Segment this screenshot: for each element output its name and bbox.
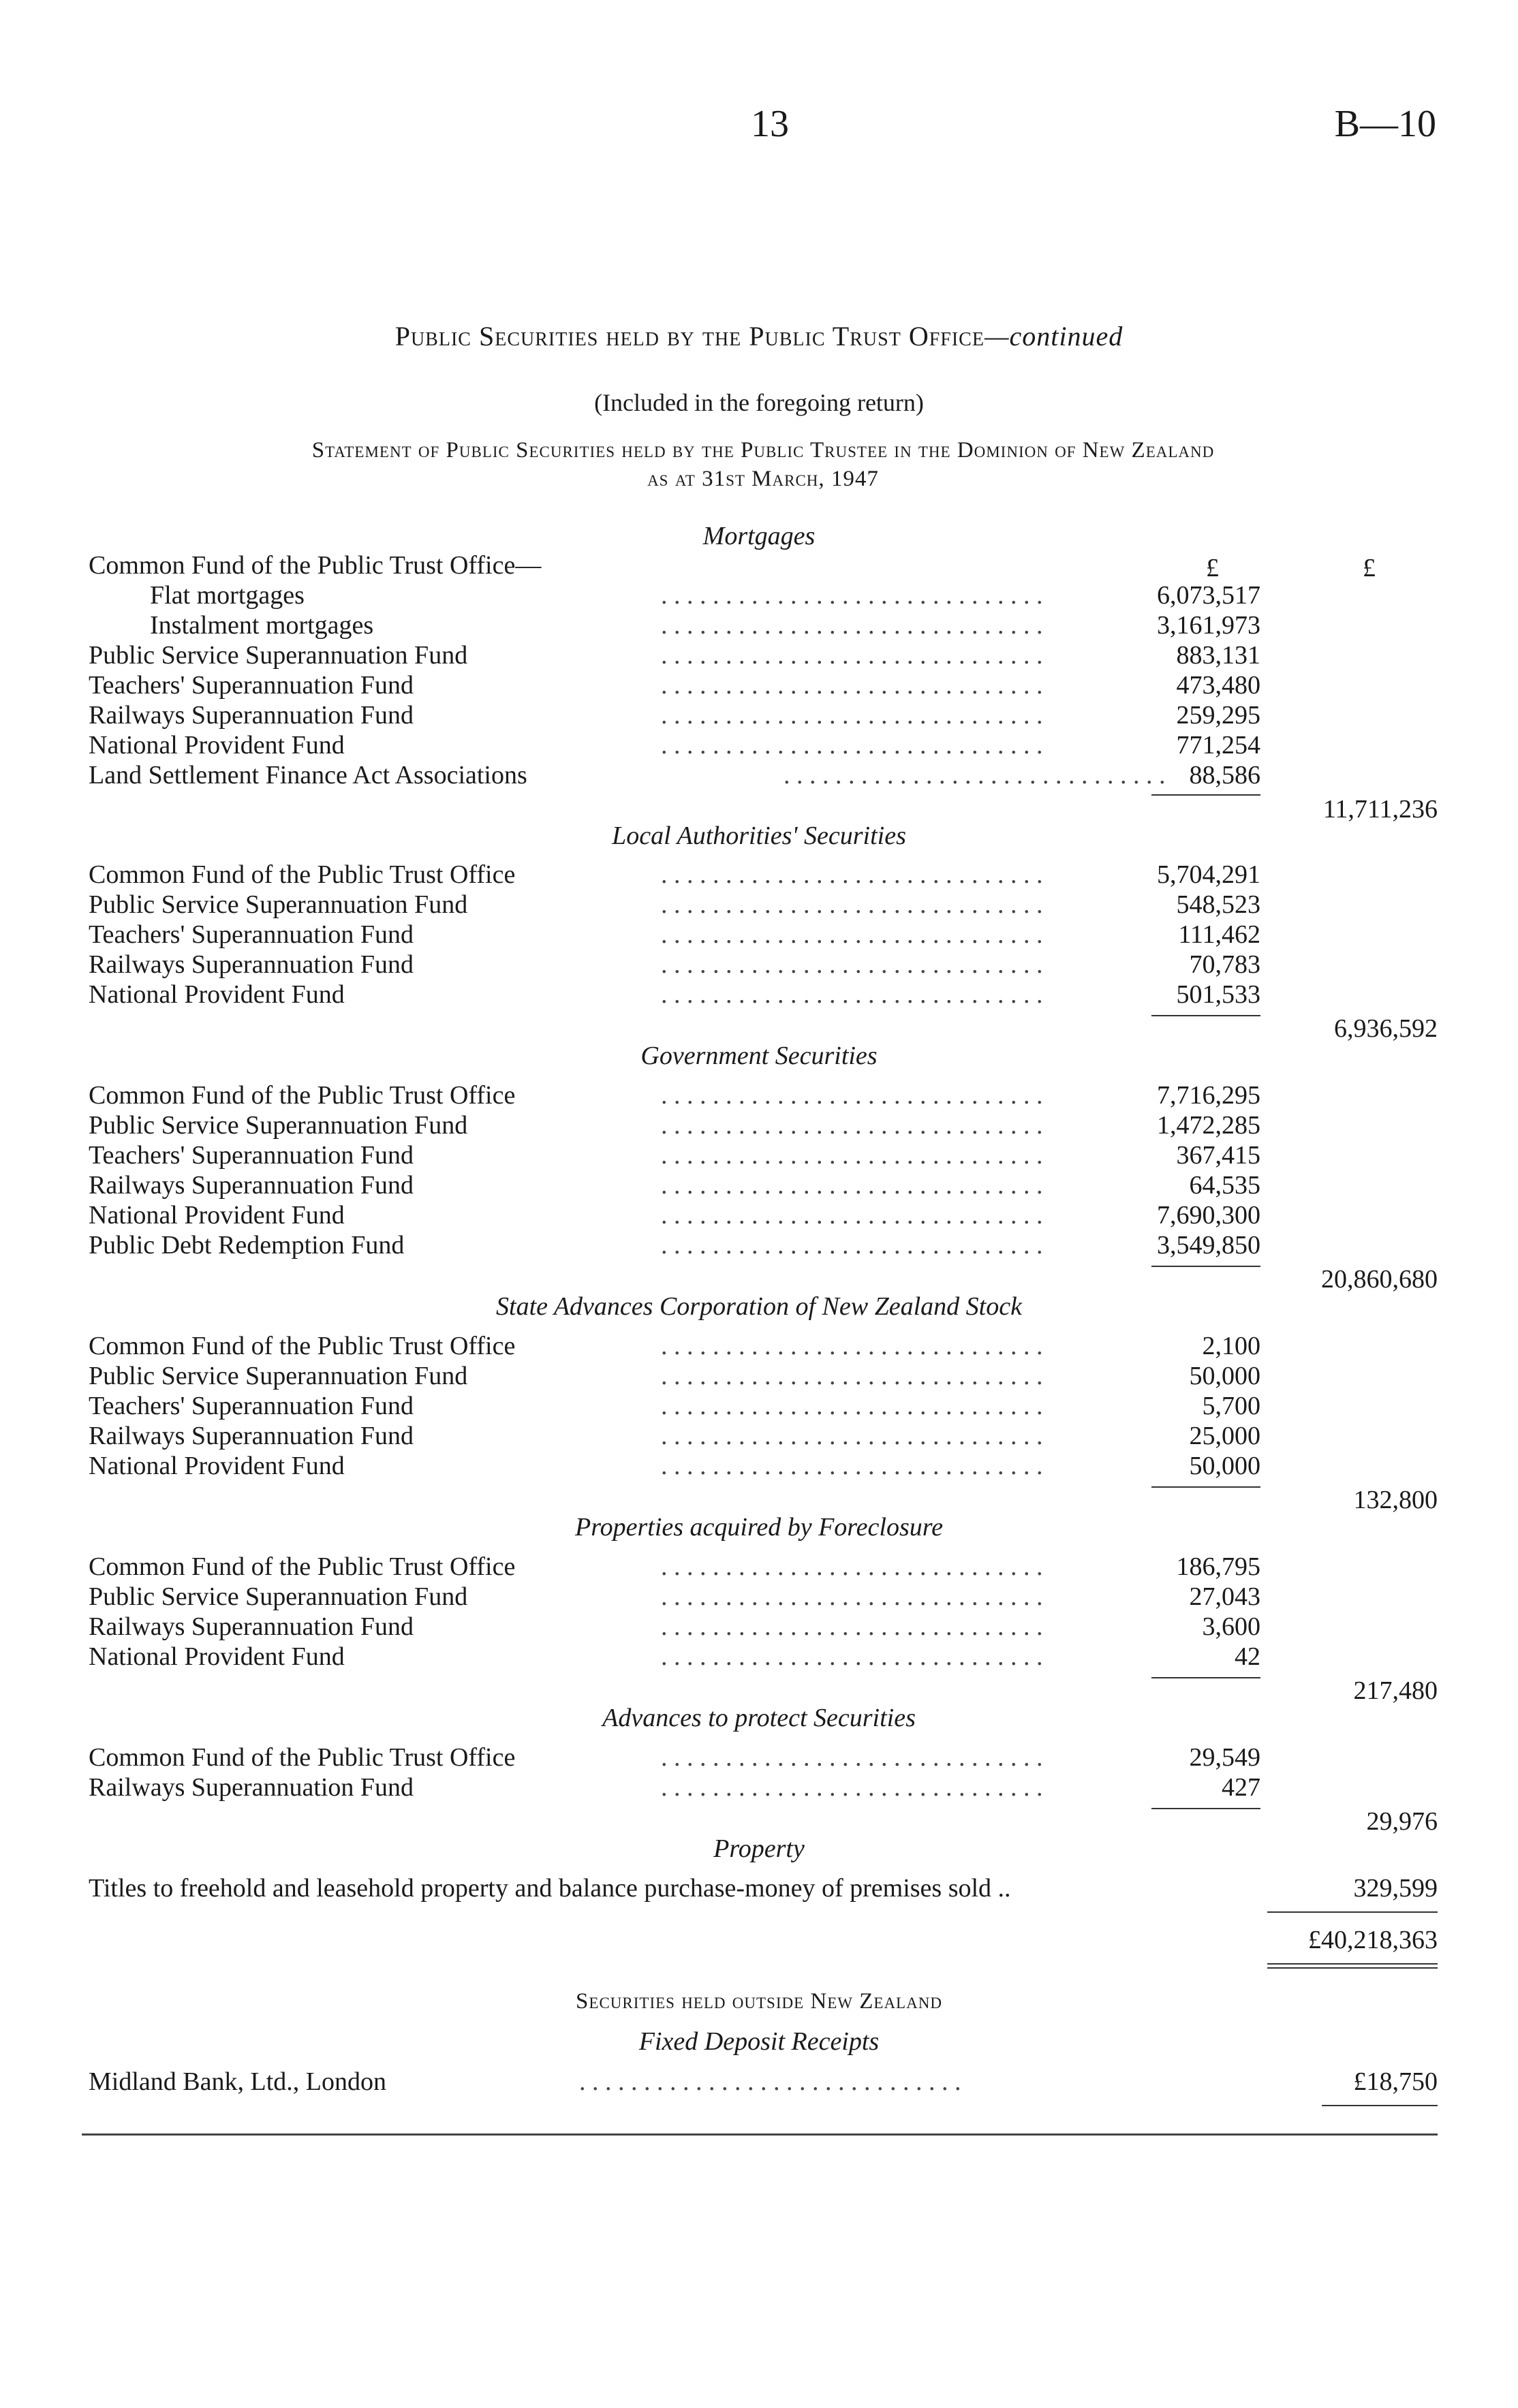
page-end-rule	[82, 2133, 1438, 2136]
row-label: Common Fund of the Public Trust Office	[89, 1081, 516, 1110]
row-value: 3,549,850	[1157, 1231, 1260, 1260]
row-value: 7,716,295	[1157, 1081, 1260, 1110]
dot-leader: . . . . . . . . . . . . . . . . . . . . . . . . . . . . . .	[784, 761, 1166, 789]
table-row	[89, 1552, 1260, 1582]
dot-leader: . . . . . . . . . . . . . . . . . . . . . . . . . . . . . .	[661, 1081, 1043, 1110]
row-label: Teachers' Superannuation Fund	[89, 1141, 414, 1170]
table-row	[89, 1230, 1260, 1260]
dot-leader: . . . . . . . . . . . . . . . . . . . . . . . . . . . . . .	[661, 980, 1043, 1009]
row-label: Titles to freehold and leasehold property and balance purchase-money of premises sold ..	[89, 1874, 1011, 1903]
table-row	[89, 1742, 1260, 1772]
row-value: 50,000	[1189, 1362, 1260, 1390]
subtitle: (Included in the foregoing return)	[594, 389, 924, 416]
row-value: 42	[1235, 1642, 1260, 1671]
table-row	[89, 700, 1260, 730]
section-total: 6,936,592	[1334, 1014, 1438, 1043]
section-total: 217,480	[1353, 1676, 1438, 1705]
row-value: 3,161,973	[1157, 611, 1260, 640]
table-row	[89, 730, 1260, 760]
dot-leader: . . . . . . . . . . . . . . . . . . . . . . . . . . . . . .	[661, 1582, 1043, 1611]
dot-leader: . . . . . . . . . . . . . . . . . . . . . . . . . . . . . .	[661, 611, 1043, 640]
section-total: 11,711,236	[1322, 795, 1438, 824]
subtotal-rule	[1151, 1015, 1260, 1016]
section-heading-fixed-deposit: Fixed Deposit Receipts	[638, 2027, 880, 2056]
row-value: 3,600	[1202, 1612, 1260, 1641]
row-label: Railways Superannuation Fund	[89, 1773, 414, 1802]
row-value: 259,295	[1176, 701, 1260, 730]
dot-leader: . . . . . . . . . . . . . . . . . . . . . . . . . . . . . .	[661, 581, 1043, 610]
row-value: 64,535	[1189, 1171, 1260, 1200]
statement-line-1: Statement of Public Securities held by the Public Trustee in the Dominion of New Zealand	[311, 438, 1215, 463]
dot-leader: . . . . . . . . . . . . . . . . . . . . . . . . . . . . . .	[661, 671, 1043, 700]
table-row	[89, 1612, 1260, 1642]
row-label: Common Fund of the Public Trust Office—	[89, 551, 542, 580]
subtotal-rule	[1151, 794, 1260, 796]
row-value: 501,533	[1176, 980, 1260, 1009]
table-row	[89, 1140, 1260, 1170]
dot-leader: . . . . . . . . . . . . . . . . . . . . . . . . . . . . . .	[661, 1141, 1043, 1170]
row-value: 27,043	[1189, 1582, 1260, 1611]
table-row	[89, 1451, 1260, 1481]
statement-heading	[82, 436, 1444, 493]
dot-leader: . . . . . . . . . . . . . . . . . . . . . . . . . . . . . .	[661, 1231, 1043, 1260]
row-value: 70,783	[1189, 950, 1260, 979]
dot-leader: . . . . . . . . . . . . . . . . . . . . . . . . . . . . . .	[661, 1642, 1043, 1671]
row-value: 88,586	[1189, 761, 1260, 789]
section-heading-local-authorities: Local Authorities' Securities	[612, 822, 906, 850]
grand-total: £40,218,363	[1308, 1926, 1438, 1954]
row-label: Public Service Superannuation Fund	[89, 1111, 468, 1140]
row-label: Teachers' Superannuation Fund	[89, 671, 414, 700]
row-label: Common Fund of the Public Trust Office	[89, 1332, 516, 1360]
page-title	[0, 320, 1518, 352]
dot-leader: . . . . . . . . . . . . . . . . . . . . . . . . . . . . . .	[661, 1392, 1043, 1420]
row-label: Railways Superannuation Fund	[89, 1612, 414, 1641]
table-row	[89, 580, 1260, 610]
dot-leader: . . . . . . . . . . . . . . . . . . . . . . . . . . . . . .	[661, 731, 1043, 760]
table-row	[89, 1421, 1260, 1451]
row-label: Teachers' Superannuation Fund	[89, 1392, 414, 1420]
table-row	[89, 890, 1260, 920]
subtotal-rule	[1151, 1486, 1260, 1488]
row-value: 5,700	[1202, 1392, 1260, 1420]
row-value: 6,073,517	[1157, 581, 1260, 610]
row-label: Land Settlement Finance Act Associations	[89, 761, 527, 789]
currency-header-total: £	[1363, 554, 1376, 582]
row-label: Railways Superannuation Fund	[89, 950, 414, 979]
table-row	[89, 980, 1260, 1010]
dot-leader: . . . . . . . . . . . . . . . . . . . . . . . . . . . . . .	[661, 1201, 1043, 1230]
page-number: 13	[751, 103, 789, 145]
section-total: 20,860,680	[1321, 1265, 1438, 1294]
row-value: 5,704,291	[1157, 860, 1260, 889]
row-value: 186,795	[1176, 1552, 1260, 1581]
row-value: 548,523	[1176, 890, 1260, 919]
dot-leader: . . . . . . . . . . . . . . . . . . . . . . . . . . . . . .	[661, 1111, 1043, 1140]
currency-header-subtotal: £	[1206, 554, 1219, 582]
document-reference: B—10	[1334, 103, 1436, 145]
table-row	[89, 1582, 1260, 1612]
section-heading-mortgages: Mortgages	[702, 522, 816, 550]
table-row	[89, 1200, 1260, 1230]
row-value: 7,690,300	[1157, 1201, 1260, 1230]
table-row	[89, 1772, 1260, 1802]
section-heading-government: Government Securities	[640, 1042, 878, 1070]
dot-leader: . . . . . . . . . . . . . . . . . . . . . . . . . . . . . .	[661, 890, 1043, 919]
row-value: 473,480	[1176, 671, 1260, 700]
row-value: 427	[1222, 1773, 1260, 1802]
row-value: 1,472,285	[1157, 1111, 1260, 1140]
row-value: 883,131	[1176, 641, 1260, 670]
row-label: Public Debt Redemption Fund	[89, 1231, 405, 1260]
group-label-common-fund	[89, 550, 1260, 580]
section-heading-property: Property	[713, 1834, 805, 1863]
table-row	[89, 1110, 1260, 1140]
table-row	[89, 670, 1260, 700]
row-label: Common Fund of the Public Trust Office	[89, 1552, 516, 1581]
row-label: Public Service Superannuation Fund	[89, 1582, 468, 1611]
row-value: 771,254	[1176, 731, 1260, 760]
row-label: National Provident Fund	[89, 980, 345, 1009]
dot-leader: . . . . . . . . . . . . . . . . . . . . . . . . . . . . . .	[661, 1422, 1043, 1450]
row-value: £18,750	[1353, 2067, 1438, 2096]
row-value: 50,000	[1189, 1452, 1260, 1480]
row-value: 111,462	[1178, 920, 1260, 949]
row-value: 367,415	[1176, 1141, 1260, 1170]
row-label: Instalment mortgages	[150, 611, 374, 640]
outside-total-rule	[1322, 2105, 1438, 2106]
table-row	[89, 1170, 1260, 1200]
table-row	[89, 610, 1260, 640]
outside-section-title: Securities held outside New Zealand	[576, 1989, 942, 2014]
row-value: 329,599	[1353, 1874, 1438, 1903]
dot-leader: . . . . . . . . . . . . . . . . . . . . . . . . . . . . . .	[661, 641, 1043, 670]
subtotal-rule	[1151, 1808, 1260, 1809]
table-row	[89, 950, 1260, 980]
table-row	[89, 1080, 1260, 1110]
row-label: Railways Superannuation Fund	[89, 1422, 414, 1450]
row-label: Railways Superannuation Fund	[89, 701, 414, 730]
table-row	[89, 760, 1260, 790]
table-row	[89, 1642, 1260, 1672]
row-label: National Provident Fund	[89, 1642, 345, 1671]
table-row	[89, 860, 1260, 890]
title-main: Public Securities held by the Public Trust Office	[394, 321, 985, 351]
dot-leader: . . . . . . . . . . . . . . . . . . . . . . . . . . . . . .	[661, 701, 1043, 730]
row-label: National Provident Fund	[89, 731, 345, 760]
subtotal-rule	[1151, 1677, 1260, 1678]
table-row	[89, 640, 1260, 670]
subtotal-rule	[1151, 1266, 1260, 1267]
dot-leader: . . . . . . . . . . . . . . . . . . . . . . . . . . . . . .	[661, 1552, 1043, 1581]
grand-total-double-rule	[1267, 1967, 1438, 1969]
grand-total-double-rule	[1267, 1963, 1438, 1965]
row-value: 2,100	[1202, 1332, 1260, 1360]
dot-leader: . . . . . . . . . . . . . . . . . . . . . . . . . . . . . .	[661, 1362, 1043, 1390]
row-value: 25,000	[1189, 1422, 1260, 1450]
dot-leader: . . . . . . . . . . . . . . . . . . . . . . . . . . . . . .	[661, 920, 1043, 949]
section-heading-foreclosure: Properties acquired by Foreclosure	[575, 1513, 943, 1542]
row-label: Public Service Superannuation Fund	[89, 641, 468, 670]
dot-leader: . . . . . . . . . . . . . . . . . . . . . . . . . . . . . .	[661, 1332, 1043, 1360]
dot-leader: . . . . . . . . . . . . . . . . . . . . . . . . . . . . . .	[661, 860, 1043, 889]
dot-leader: . . . . . . . . . . . . . . . . . . . . . . . . . . . . . .	[661, 950, 1043, 979]
section-total: 132,800	[1353, 1486, 1438, 1514]
dot-leader: . . . . . . . . . . . . . . . . . . . . . . . . . . . . . .	[661, 1171, 1043, 1200]
section-total: 29,976	[1366, 1807, 1438, 1836]
row-label: National Provident Fund	[89, 1452, 345, 1480]
grand-total-rule	[1267, 1911, 1438, 1913]
dot-leader: . . . . . . . . . . . . . . . . . . . . . . . . . . . . . .	[579, 2067, 961, 2096]
statement-line-2: as at 31st March, 1947	[647, 467, 879, 491]
dot-leader: . . . . . . . . . . . . . . . . . . . . . . . . . . . . . .	[661, 1743, 1043, 1772]
section-heading-state-advances: State Advances Corporation of New Zealand Stock	[496, 1292, 1022, 1321]
section-heading-advances: Advances to protect Securities	[602, 1704, 916, 1732]
table-row	[89, 920, 1260, 950]
dot-leader: . . . . . . . . . . . . . . . . . . . . . . . . . . . . . .	[661, 1452, 1043, 1480]
table-row	[89, 1391, 1260, 1421]
table-row	[89, 1331, 1260, 1361]
row-label: Common Fund of the Public Trust Office	[89, 860, 516, 889]
row-label: Teachers' Superannuation Fund	[89, 920, 414, 949]
row-label: National Provident Fund	[89, 1201, 345, 1230]
row-label: Common Fund of the Public Trust Office	[89, 1743, 516, 1772]
row-label: Railways Superannuation Fund	[89, 1171, 414, 1200]
row-label: Public Service Superannuation Fund	[89, 1362, 468, 1390]
row-label: Flat mortgages	[150, 581, 305, 610]
row-label: Midland Bank, Ltd., London	[89, 2067, 386, 2096]
row-value: 29,549	[1189, 1743, 1260, 1772]
row-label: Public Service Superannuation Fund	[89, 890, 468, 919]
dot-leader: . . . . . . . . . . . . . . . . . . . . . . . . . . . . . .	[661, 1773, 1043, 1802]
dot-leader: . . . . . . . . . . . . . . . . . . . . . . . . . . . . . .	[661, 1612, 1043, 1641]
title-suffix: —continued	[984, 321, 1124, 351]
table-row	[89, 1361, 1260, 1391]
